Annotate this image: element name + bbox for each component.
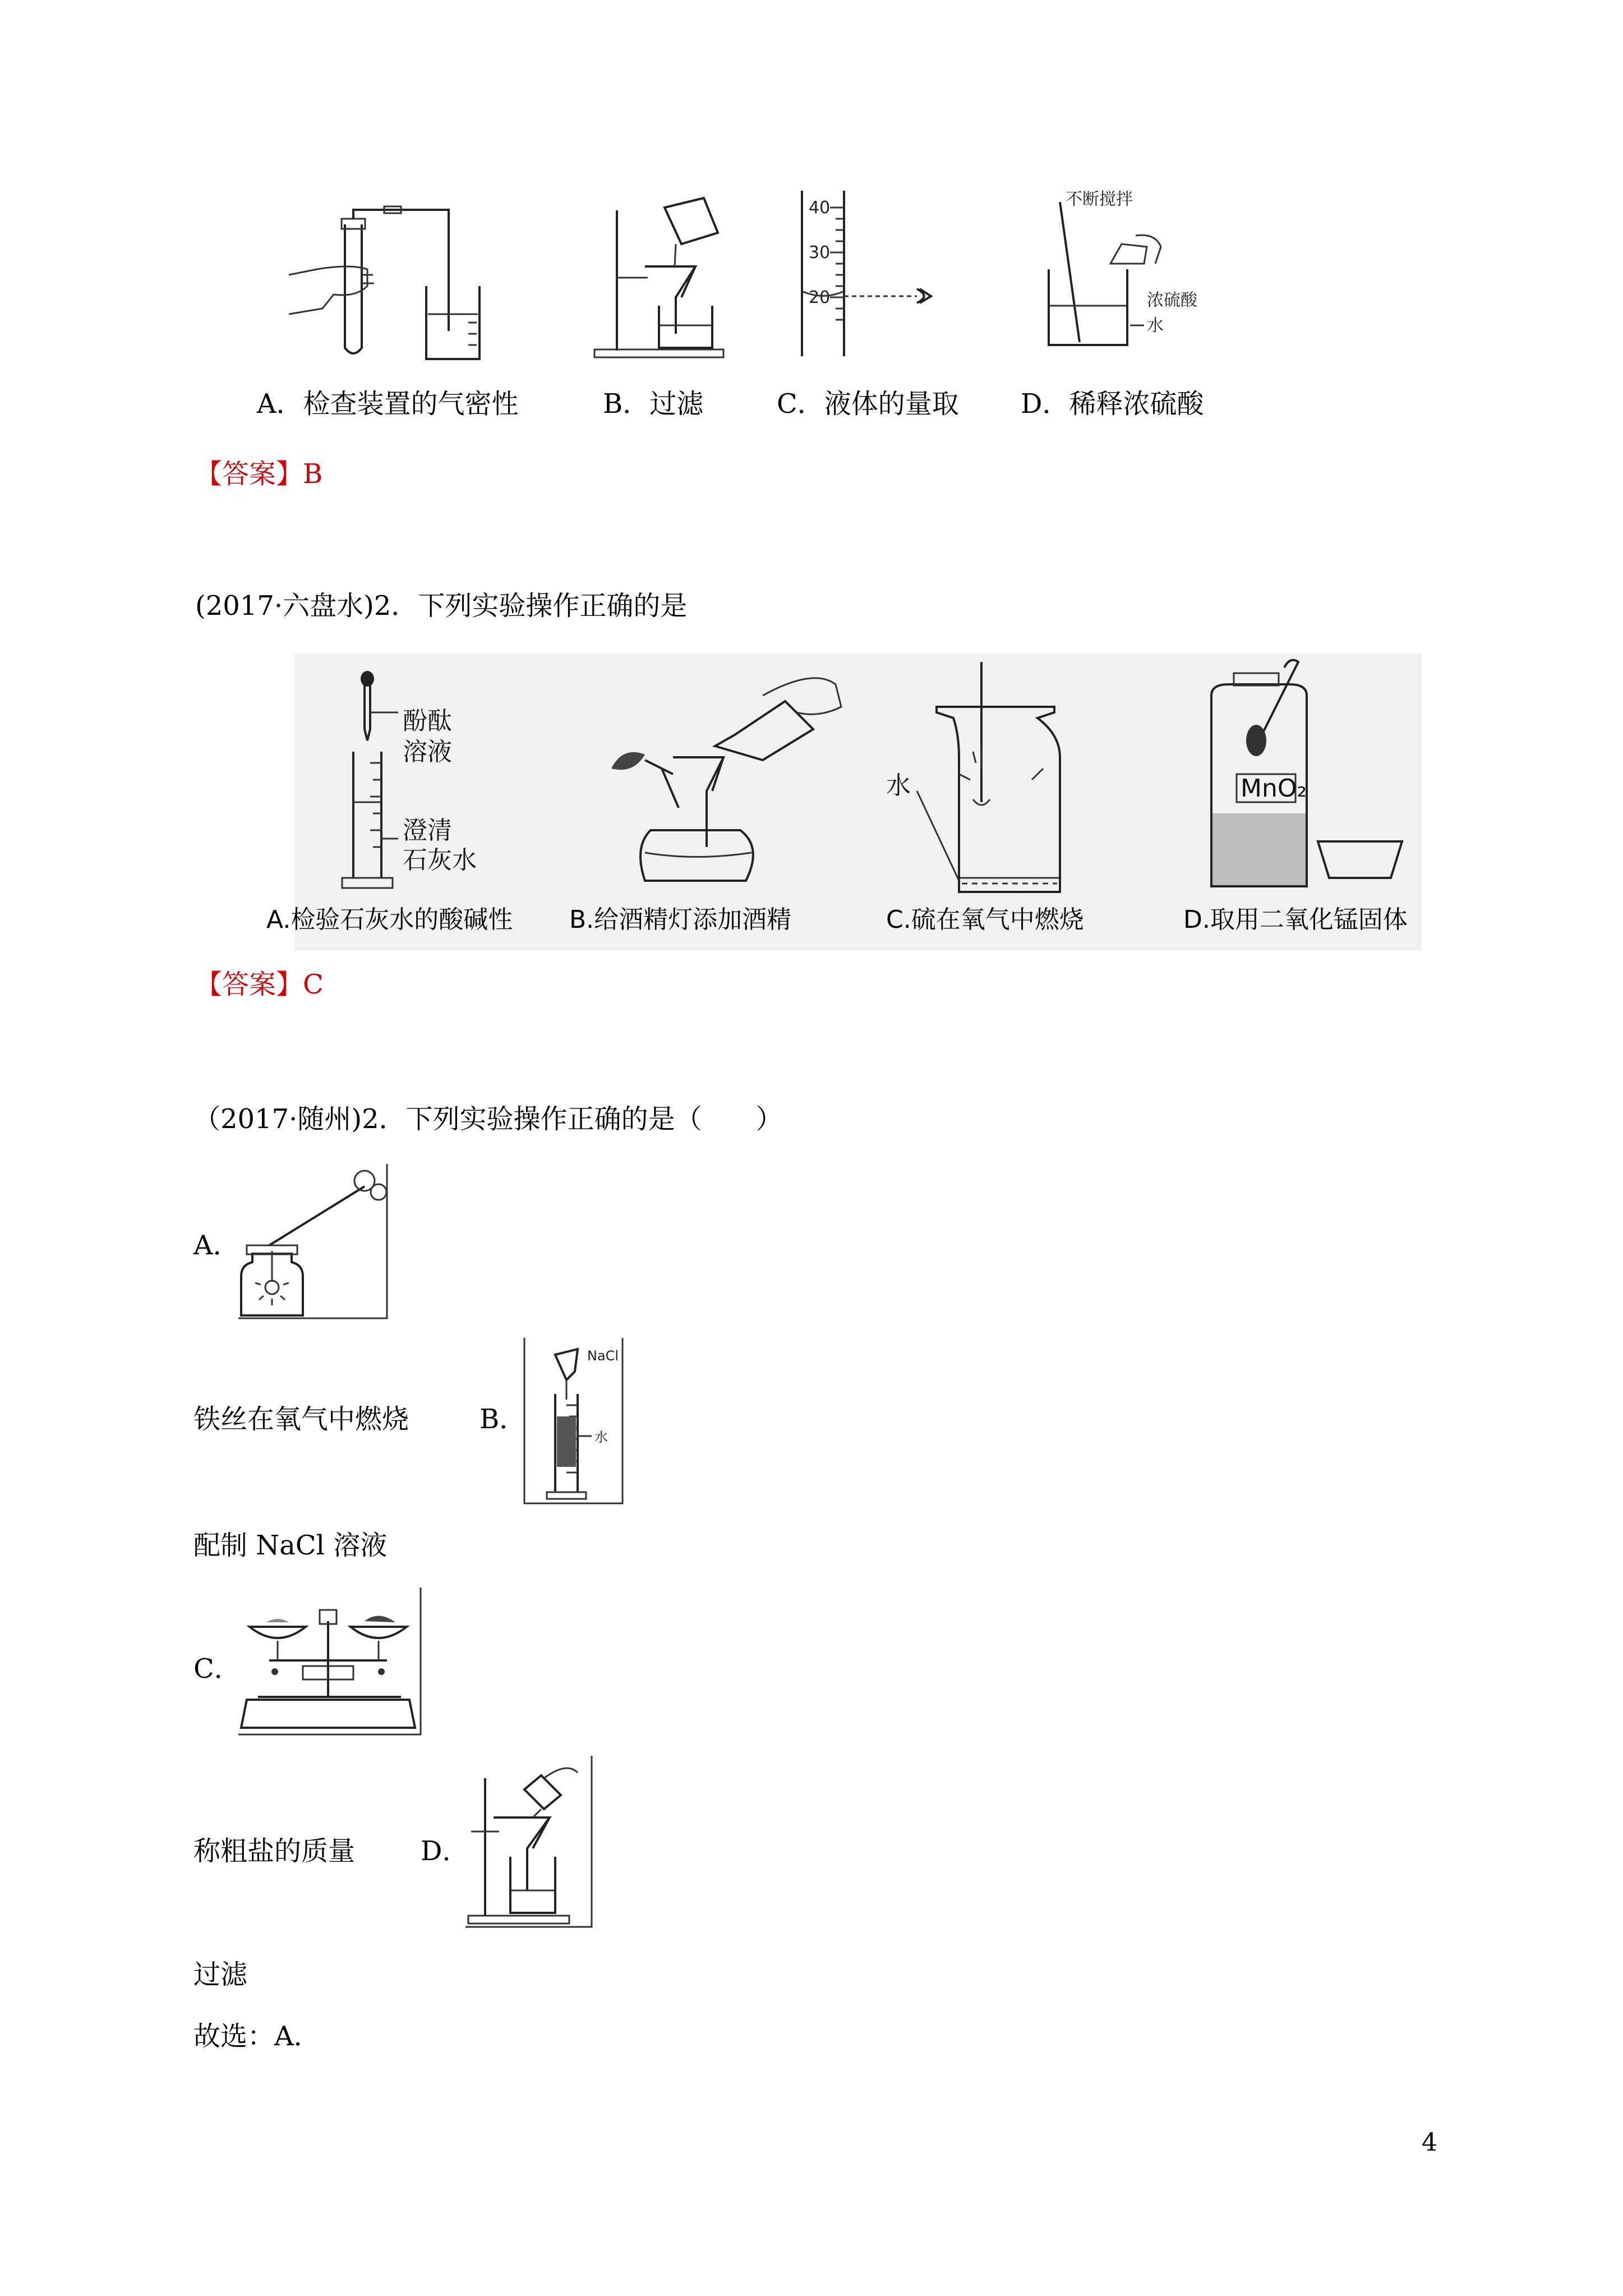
q3-option-b-text: 配制 NaCl 溶液 — [193, 1530, 388, 1561]
q3-conclusion: 故选：A． — [193, 2021, 321, 2052]
airtightness-check-figure — [283, 202, 485, 365]
dilute-sulfuric-acid-figure — [1026, 191, 1267, 359]
q3-option-d-label: D． — [421, 1835, 469, 1867]
scale-label: 30 — [809, 243, 831, 263]
q3-option-b-label: B． — [479, 1404, 527, 1435]
q3-option-d-text: 过滤 — [193, 1959, 248, 1990]
fig-label-acid: 浓硫酸 — [1147, 291, 1197, 310]
page-number: 4 — [1422, 2128, 1437, 2157]
q2-caption-b: B.给酒精灯添加酒精 — [569, 905, 792, 934]
q2-caption-c: C.硫在氧气中燃烧 — [886, 905, 1084, 934]
q3-option-a-label: A． — [193, 1230, 240, 1261]
q3-option-c-label: C． — [193, 1653, 241, 1685]
prepare-nacl-solution-figure — [524, 1338, 625, 1506]
q1-answer: 【答案】B — [195, 458, 323, 490]
label-limewater-1: 澄清 — [403, 816, 452, 845]
label-phenolphthalein-2: 溶液 — [403, 738, 452, 766]
filtration-figure — [592, 194, 766, 362]
phenolphthalein-test-figure — [336, 668, 572, 892]
sulfur-combustion-figure — [875, 656, 1110, 903]
fig-label-stir: 不断搅拌 — [1066, 190, 1133, 209]
scale-label: 40 — [809, 198, 831, 218]
fig-label-water: 水 — [1147, 316, 1164, 335]
q2-answer: 【答案】C — [195, 969, 324, 1000]
q1-option-a: A．检查装置的气密性 — [257, 388, 519, 420]
label-mno2: MnO₂ — [1241, 774, 1307, 803]
add-alcohol-lamp-figure — [600, 662, 869, 898]
q1-option-b: B．过滤 — [603, 388, 704, 420]
label-nacl: NaCl — [587, 1348, 619, 1364]
q2-caption-a: A.检验石灰水的酸碱性 — [266, 905, 513, 934]
label-phenolphthalein-1: 酚酞 — [403, 707, 452, 735]
q1-option-d: D．稀释浓硫酸 — [1021, 388, 1204, 420]
filtration-d-figure — [465, 1756, 594, 1930]
q2-stem: (2017·六盘水)2．下列实验操作正确的是 — [195, 590, 688, 622]
q3-stem: （2017·随州)2．下列实验操作正确的是（ ） — [193, 1103, 783, 1135]
weigh-crude-salt-figure — [236, 1588, 423, 1736]
q2-caption-d: D.取用二氧化锰固体 — [1183, 905, 1408, 934]
q3-option-a-text: 铁丝在氧气中燃烧 — [193, 1404, 409, 1435]
take-mno2-solid-figure — [1200, 656, 1424, 903]
label-water: 水 — [886, 771, 911, 800]
q1-option-c: C．液体的量取 — [777, 388, 959, 420]
q3-option-c-text: 称粗盐的质量 — [193, 1835, 356, 1867]
iron-wire-combustion-figure — [236, 1164, 390, 1318]
label-water-b: 水 — [594, 1429, 608, 1445]
label-limewater-2: 石灰水 — [403, 846, 477, 875]
graduated-cylinder-reading-figure — [796, 191, 976, 359]
scale-label: 20 — [809, 288, 831, 307]
